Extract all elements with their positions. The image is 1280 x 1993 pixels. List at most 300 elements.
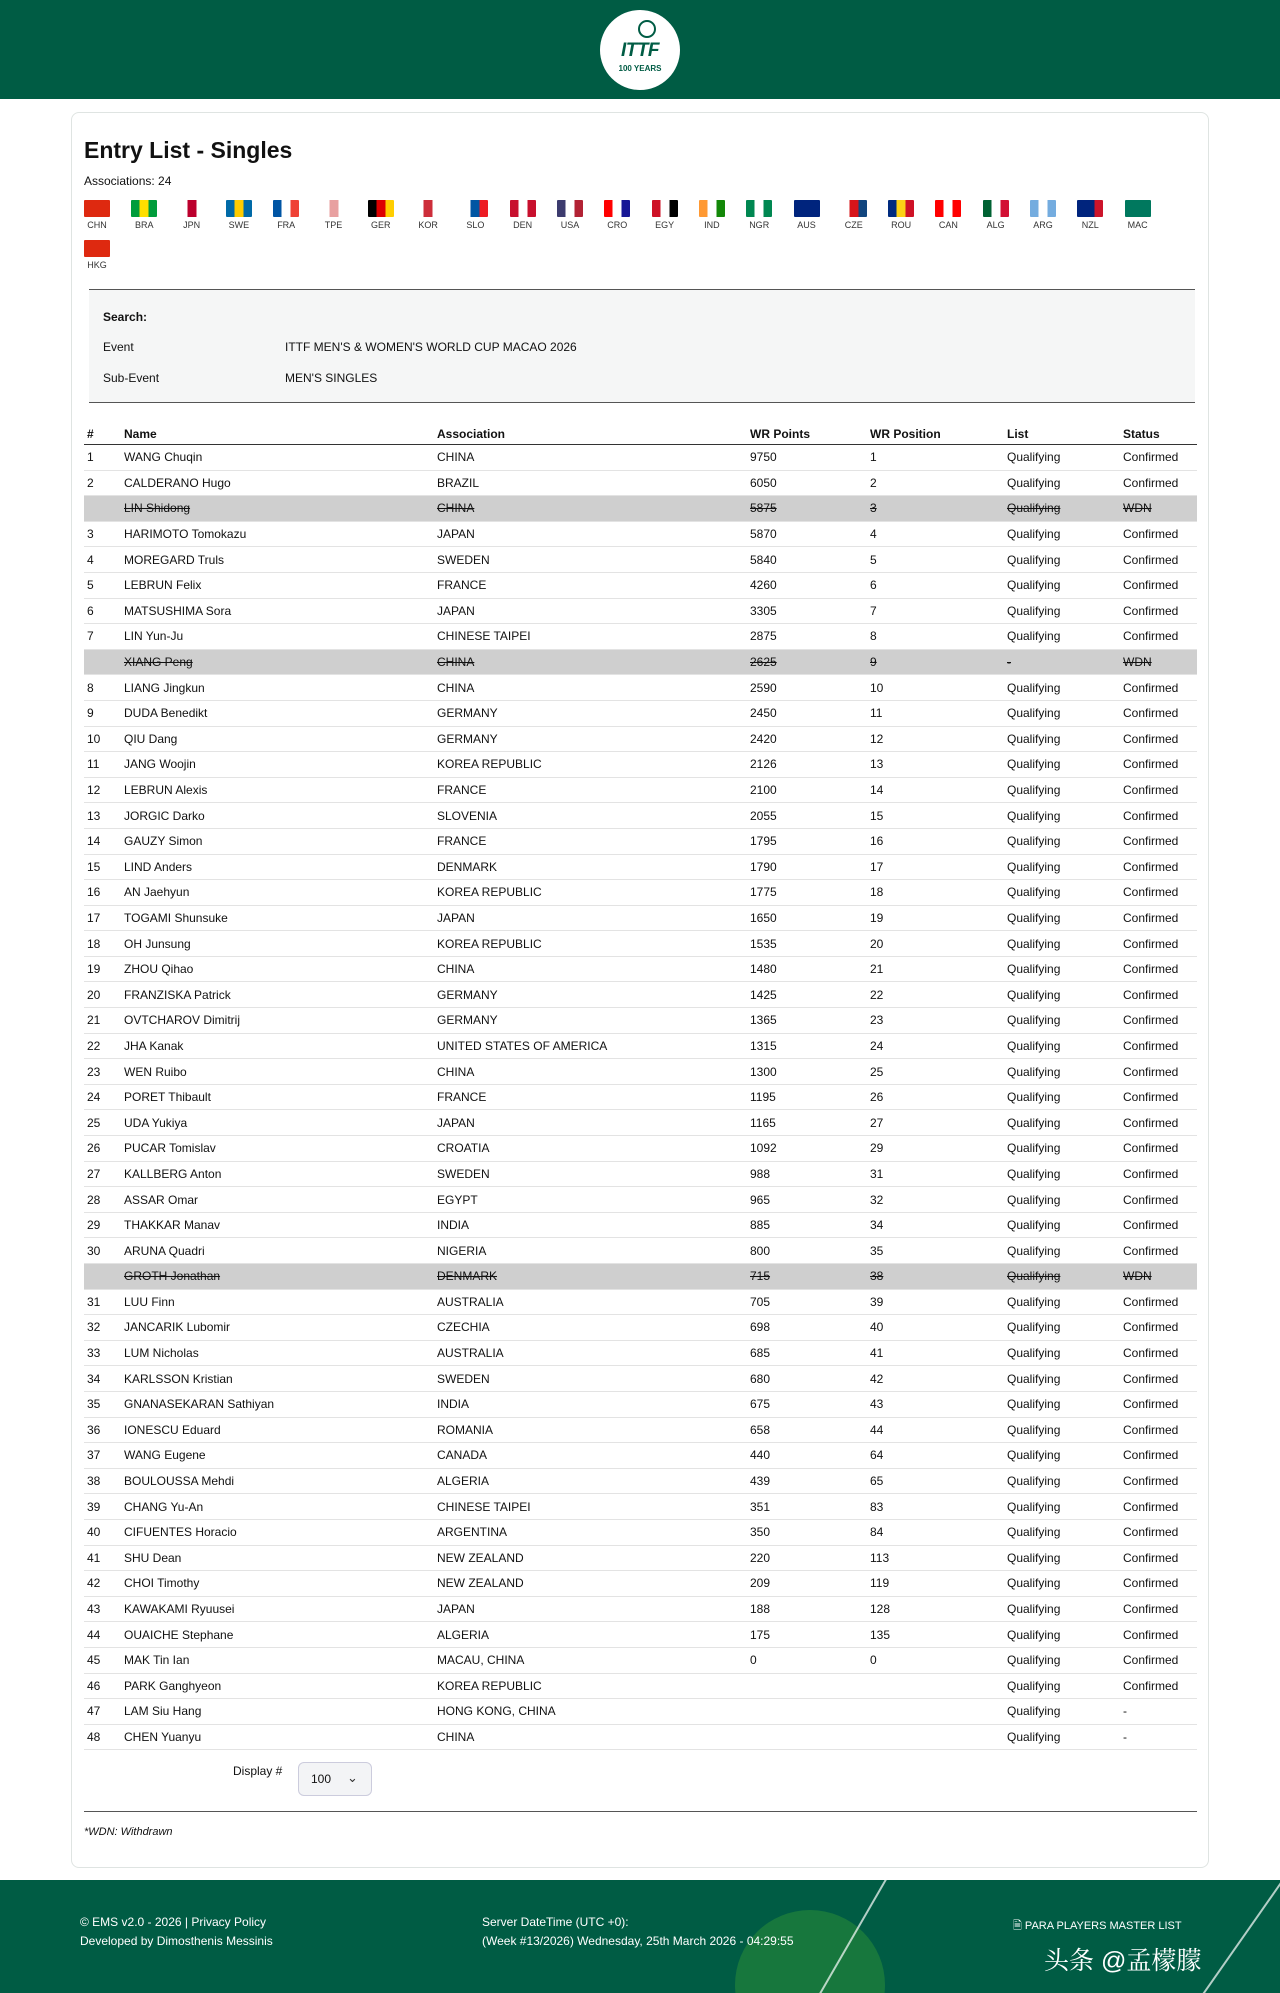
flag-hkg [77, 240, 117, 270]
cell-status: Confirmed [1120, 1110, 1197, 1136]
cell-wr-position: 25 [867, 1059, 1004, 1085]
cell-wr-position: 31 [867, 1161, 1004, 1187]
table-row[interactable] [84, 1315, 1197, 1341]
cell-list: Qualifying [1004, 1033, 1120, 1059]
cell-association: CHINA [434, 956, 747, 982]
table-row[interactable] [84, 572, 1197, 598]
flag-code: NGR [749, 220, 770, 230]
cell-rank: 23 [84, 1059, 121, 1085]
cell-list: Qualifying [1004, 1084, 1120, 1110]
col-name[interactable]: Name [121, 424, 434, 445]
flag-icon [557, 200, 583, 217]
cell-status: Confirmed [1120, 1391, 1197, 1417]
cell-wr-points: 4260 [747, 572, 867, 598]
flag-code: TPE [324, 220, 343, 230]
cell-list: Qualifying [1004, 1699, 1120, 1725]
table-row[interactable] [84, 931, 1197, 957]
cell-list: Qualifying [1004, 1212, 1120, 1238]
table-row[interactable] [84, 1724, 1197, 1750]
cell-wr-position: 65 [867, 1468, 1004, 1494]
cell-player-name: LAM Siu Hang [121, 1699, 434, 1725]
cell-list: Qualifying [1004, 1264, 1120, 1290]
cell-association: ALGERIA [434, 1622, 747, 1648]
entry-list-card [71, 112, 1209, 1868]
table-row[interactable] [84, 1494, 1197, 1520]
racket-icon [638, 20, 656, 38]
flag-code: DEN [513, 220, 533, 230]
table-row[interactable] [84, 1187, 1197, 1213]
cell-list: Qualifying [1004, 1647, 1120, 1673]
cell-wr-position: 38 [867, 1264, 1004, 1290]
logo-subtext: 100 YEARS [618, 64, 662, 73]
cell-wr-position: 0 [867, 1647, 1004, 1673]
table-row[interactable] [84, 1391, 1197, 1417]
flag-icon [179, 200, 205, 217]
flag-code: CAN [938, 220, 958, 230]
cell-status: Confirmed [1120, 1084, 1197, 1110]
cell-rank: 42 [84, 1571, 121, 1597]
cell-wr-points: 2055 [747, 803, 867, 829]
cell-status: Confirmed [1120, 1161, 1197, 1187]
cell-wr-points: 715 [747, 1264, 867, 1290]
cell-association: HONG KONG, CHINA [434, 1699, 747, 1725]
cell-rank: 47 [84, 1699, 121, 1725]
cell-status: Confirmed [1120, 1519, 1197, 1545]
cell-player-name: PORET Thibault [121, 1084, 434, 1110]
cell-list: Qualifying [1004, 1110, 1120, 1136]
cell-player-name: ASSAR Omar [121, 1187, 434, 1213]
flag-swe [219, 200, 259, 230]
cell-player-name: CHOI Timothy [121, 1571, 434, 1597]
table-row[interactable] [84, 752, 1197, 778]
cell-wr-position: 2 [867, 470, 1004, 496]
cell-player-name: GAUZY Simon [121, 828, 434, 854]
cell-wr-position: 9 [867, 649, 1004, 675]
cell-wr-points: 1480 [747, 956, 867, 982]
table-row[interactable] [84, 598, 1197, 624]
table-row[interactable] [84, 1443, 1197, 1469]
cell-list: Qualifying [1004, 1596, 1120, 1622]
table-row[interactable] [84, 1519, 1197, 1545]
cell-status: Confirmed [1120, 547, 1197, 573]
cell-list: Qualifying [1004, 1673, 1120, 1699]
flag-cro [597, 200, 637, 230]
cell-list: Qualifying [1004, 1443, 1120, 1469]
search-panel [89, 289, 1195, 403]
table-row[interactable] [84, 1212, 1197, 1238]
cell-wr-points [747, 1673, 867, 1699]
cell-list: Qualifying [1004, 470, 1120, 496]
flag-code: GER [371, 220, 391, 230]
table-row[interactable] [84, 726, 1197, 752]
cell-wr-position: 29 [867, 1136, 1004, 1162]
cell-wr-points: 0 [747, 1647, 867, 1673]
table-row[interactable] [84, 496, 1197, 522]
cell-list: Qualifying [1004, 624, 1120, 650]
divider [84, 1811, 1197, 1812]
cell-status: Confirmed [1120, 777, 1197, 803]
flag-ind [692, 200, 732, 230]
table-row[interactable] [84, 1008, 1197, 1034]
cell-player-name: FRANZISKA Patrick [121, 982, 434, 1008]
cell-wr-position: 32 [867, 1187, 1004, 1213]
cell-wr-position: 84 [867, 1519, 1004, 1545]
cell-wr-position: 119 [867, 1571, 1004, 1597]
table-row[interactable] [84, 1238, 1197, 1264]
cell-wr-position: 19 [867, 905, 1004, 931]
cell-player-name: GROTH Jonathan [121, 1264, 434, 1290]
ittf-logo[interactable] [600, 10, 680, 90]
cell-rank: 14 [84, 828, 121, 854]
cell-association: JAPAN [434, 598, 747, 624]
table-row[interactable] [84, 1059, 1197, 1085]
cell-rank: 2 [84, 470, 121, 496]
cell-player-name: LUM Nicholas [121, 1340, 434, 1366]
table-row[interactable] [84, 700, 1197, 726]
cell-list: Qualifying [1004, 1622, 1120, 1648]
cell-association: CROATIA [434, 1136, 747, 1162]
cell-rank: 12 [84, 777, 121, 803]
cell-list: Qualifying [1004, 445, 1120, 471]
cell-association: FRANCE [434, 1084, 747, 1110]
cell-wr-position [867, 1673, 1004, 1699]
cell-list: Qualifying [1004, 1136, 1120, 1162]
table-row[interactable] [84, 828, 1197, 854]
cell-wr-points: 1165 [747, 1110, 867, 1136]
col-association[interactable]: Association [434, 424, 747, 445]
cell-status: Confirmed [1120, 982, 1197, 1008]
cell-wr-position: 23 [867, 1008, 1004, 1034]
cell-list: Qualifying [1004, 1340, 1120, 1366]
display-count-select[interactable] [298, 1762, 372, 1796]
flag-code: IND [704, 220, 720, 230]
cell-association: CHINESE TAIPEI [434, 624, 747, 650]
cell-status: Confirmed [1120, 675, 1197, 701]
cell-wr-points: 1650 [747, 905, 867, 931]
cell-association: NEW ZEALAND [434, 1545, 747, 1571]
cell-association: FRANCE [434, 777, 747, 803]
cell-wr-position: 8 [867, 624, 1004, 650]
cell-wr-position: 43 [867, 1391, 1004, 1417]
cell-association: GERMANY [434, 700, 747, 726]
cell-player-name: LIANG Jingkun [121, 675, 434, 701]
cell-rank: 4 [84, 547, 121, 573]
col-wr-position[interactable]: WR Position [867, 424, 1004, 445]
col-wr-points[interactable]: WR Points [747, 424, 867, 445]
flag-fra [266, 200, 306, 230]
cell-status: - [1120, 1724, 1197, 1750]
table-row[interactable] [84, 1699, 1197, 1725]
cell-player-name: CHANG Yu-An [121, 1494, 434, 1520]
table-row[interactable] [84, 1110, 1197, 1136]
cell-list: Qualifying [1004, 828, 1120, 854]
cell-status: Confirmed [1120, 726, 1197, 752]
cell-association: SWEDEN [434, 1366, 747, 1392]
cell-player-name: AN Jaehyun [121, 880, 434, 906]
table-row[interactable] [84, 624, 1197, 650]
cell-wr-position: 22 [867, 982, 1004, 1008]
cell-wr-points [747, 1724, 867, 1750]
table-row[interactable] [84, 1417, 1197, 1443]
cell-association: MACAU, CHINA [434, 1647, 747, 1673]
cell-player-name: XIANG Peng [121, 649, 434, 675]
cell-list: Qualifying [1004, 982, 1120, 1008]
cell-wr-position: 21 [867, 956, 1004, 982]
cell-rank: 6 [84, 598, 121, 624]
flag-code: JPN [183, 220, 201, 230]
cell-status: Confirmed [1120, 1468, 1197, 1494]
cell-rank: 5 [84, 572, 121, 598]
table-row[interactable] [84, 1545, 1197, 1571]
search-heading: Search: [103, 310, 148, 324]
flag-icon [510, 200, 536, 217]
table-row[interactable] [84, 854, 1197, 880]
cell-status: Confirmed [1120, 1289, 1197, 1315]
table-row[interactable] [84, 1571, 1197, 1597]
cell-rank: 46 [84, 1673, 121, 1699]
table-row[interactable] [84, 803, 1197, 829]
table-row[interactable] [84, 1161, 1197, 1187]
cell-status: Confirmed [1120, 1187, 1197, 1213]
cell-rank: 1 [84, 445, 121, 471]
cell-association: DENMARK [434, 854, 747, 880]
cell-player-name: UDA Yukiya [121, 1110, 434, 1136]
cell-association: AUSTRALIA [434, 1289, 747, 1315]
flag-jpn [172, 200, 212, 230]
cell-wr-points: 350 [747, 1519, 867, 1545]
cell-rank: 11 [84, 752, 121, 778]
cell-association: CHINA [434, 675, 747, 701]
flag-code: NZL [1081, 220, 1099, 230]
cell-list: Qualifying [1004, 1008, 1120, 1034]
cell-rank: 45 [84, 1647, 121, 1673]
cell-status: Confirmed [1120, 521, 1197, 547]
cell-player-name: LUU Finn [121, 1289, 434, 1315]
cell-list: Qualifying [1004, 496, 1120, 522]
flag-icon [652, 200, 678, 217]
table-row[interactable] [84, 1033, 1197, 1059]
cell-association: JAPAN [434, 521, 747, 547]
cell-wr-position: 40 [867, 1315, 1004, 1341]
cell-rank: 44 [84, 1622, 121, 1648]
cell-status: Confirmed [1120, 1366, 1197, 1392]
flag-code: CRO [607, 220, 628, 230]
cell-wr-points: 1365 [747, 1008, 867, 1034]
cell-list: Qualifying [1004, 1238, 1120, 1264]
table-row[interactable] [84, 547, 1197, 573]
cell-wr-position: 64 [867, 1443, 1004, 1469]
cell-status: Confirmed [1120, 880, 1197, 906]
cell-wr-position: 16 [867, 828, 1004, 854]
server-label: Server DateTime (UTC +0): [482, 1915, 629, 1929]
table-row[interactable] [84, 1468, 1197, 1494]
cell-status: Confirmed [1120, 470, 1197, 496]
cell-rank: 39 [84, 1494, 121, 1520]
flag-icon [226, 200, 252, 217]
cell-list: Qualifying [1004, 1571, 1120, 1597]
cell-wr-points: 220 [747, 1545, 867, 1571]
table-row[interactable] [84, 1340, 1197, 1366]
cell-association: CHINA [434, 1724, 747, 1750]
flag-icon [462, 200, 488, 217]
para-players-label: PARA PLAYERS MASTER LIST [1024, 1920, 1182, 1932]
decor-line [1194, 1880, 1280, 1993]
cell-list: Qualifying [1004, 854, 1120, 880]
cell-status: WDN [1120, 649, 1197, 675]
cell-association: GERMANY [434, 726, 747, 752]
cell-player-name: LIN Yun-Ju [121, 624, 434, 650]
cell-status: Confirmed [1120, 1673, 1197, 1699]
table-row[interactable] [84, 470, 1197, 496]
cell-player-name: WANG Eugene [121, 1443, 434, 1469]
cell-player-name: OH Junsung [121, 931, 434, 957]
cell-player-name: LEBRUN Alexis [121, 777, 434, 803]
flag-can [928, 200, 968, 230]
cell-wr-position: 4 [867, 521, 1004, 547]
cell-rank: 17 [84, 905, 121, 931]
cell-status: Confirmed [1120, 956, 1197, 982]
cell-wr-points: 9750 [747, 445, 867, 471]
cell-wr-points: 1425 [747, 982, 867, 1008]
cell-player-name: ARUNA Quadri [121, 1238, 434, 1264]
cell-list: Qualifying [1004, 726, 1120, 752]
cell-rank: 29 [84, 1212, 121, 1238]
flag-egy [645, 200, 685, 230]
entry-table [84, 424, 1197, 1750]
server-value: (Week #13/2026) Wednesday, 25th March 2026 - 04:29:55 [482, 1934, 794, 1948]
cell-rank [84, 1264, 121, 1290]
table-row[interactable] [84, 1366, 1197, 1392]
table-row[interactable] [84, 1264, 1197, 1290]
cell-status: Confirmed [1120, 1008, 1197, 1034]
flag-icon [746, 200, 772, 217]
cell-list: Qualifying [1004, 572, 1120, 598]
cell-status: Confirmed [1120, 803, 1197, 829]
table-row[interactable] [84, 1289, 1197, 1315]
cell-wr-points: 885 [747, 1212, 867, 1238]
table-row[interactable] [84, 649, 1197, 675]
cell-wr-position: 34 [867, 1212, 1004, 1238]
flag-arg [1023, 200, 1063, 230]
cell-player-name: TOGAMI Shunsuke [121, 905, 434, 931]
cell-association: AUSTRALIA [434, 1340, 747, 1366]
table-row[interactable] [84, 445, 1197, 471]
cell-wr-position: 11 [867, 700, 1004, 726]
cell-wr-position: 12 [867, 726, 1004, 752]
flag-slo [455, 200, 495, 230]
cell-association: SWEDEN [434, 547, 747, 573]
flag-code: CHN [87, 220, 107, 230]
col-number[interactable]: # [84, 424, 121, 445]
chevron-down-icon: ⌄ [347, 1770, 358, 1785]
table-row[interactable] [84, 905, 1197, 931]
cell-list: Qualifying [1004, 931, 1120, 957]
cell-status: Confirmed [1120, 1033, 1197, 1059]
table-row[interactable] [84, 1622, 1197, 1648]
cell-wr-points: 1775 [747, 880, 867, 906]
cell-association: ROMANIA [434, 1417, 747, 1443]
flag-code: EGY [655, 220, 675, 230]
cell-wr-position: 39 [867, 1289, 1004, 1315]
cell-rank: 24 [84, 1084, 121, 1110]
cell-association: GERMANY [434, 1008, 747, 1034]
cell-status: Confirmed [1120, 1212, 1197, 1238]
cell-wr-points: 1790 [747, 854, 867, 880]
table-row[interactable] [84, 1084, 1197, 1110]
event-label: Event [103, 340, 134, 354]
cell-status: Confirmed [1120, 445, 1197, 471]
copyright-link[interactable]: © EMS v2.0 - 2026 | Privacy Policy [80, 1915, 267, 1929]
cell-rank: 36 [84, 1417, 121, 1443]
cell-status: Confirmed [1120, 752, 1197, 778]
cell-list: Qualifying [1004, 1187, 1120, 1213]
table-row[interactable] [84, 1673, 1197, 1699]
cell-player-name: KALLBERG Anton [121, 1161, 434, 1187]
flag-tpe [314, 200, 354, 230]
col-list[interactable]: List [1004, 424, 1120, 445]
flag-code: CZE [844, 220, 863, 230]
table-row[interactable] [84, 880, 1197, 906]
cell-list: Qualifying [1004, 1417, 1120, 1443]
cell-status: Confirmed [1120, 1622, 1197, 1648]
table-row[interactable] [84, 1647, 1197, 1673]
table-row[interactable] [84, 675, 1197, 701]
cell-wr-position [867, 1699, 1004, 1725]
flag-code: AUS [797, 220, 816, 230]
table-row[interactable] [84, 1596, 1197, 1622]
table-row[interactable] [84, 956, 1197, 982]
flag-icon [935, 200, 961, 217]
cell-player-name: JANCARIK Lubomir [121, 1315, 434, 1341]
cell-wr-position: 113 [867, 1545, 1004, 1571]
table-header-row [84, 424, 1197, 445]
server-datetime [482, 1913, 794, 1951]
flag-code: ROU [891, 220, 912, 230]
cell-wr-points: 675 [747, 1391, 867, 1417]
para-players-link[interactable] [1013, 1917, 1182, 1936]
cell-wr-position: 26 [867, 1084, 1004, 1110]
cell-list: Qualifying [1004, 521, 1120, 547]
cell-status: Confirmed [1120, 1136, 1197, 1162]
cell-status: Confirmed [1120, 1571, 1197, 1597]
cell-player-name: IONESCU Eduard [121, 1417, 434, 1443]
flag-code: MAC [1127, 220, 1148, 230]
cell-association: CHINA [434, 496, 747, 522]
table-row[interactable] [84, 777, 1197, 803]
cell-player-name: DUDA Benedikt [121, 700, 434, 726]
cell-status: Confirmed [1120, 854, 1197, 880]
table-row[interactable] [84, 521, 1197, 547]
flag-code: BRA [135, 220, 154, 230]
table-row[interactable] [84, 1136, 1197, 1162]
cell-wr-position: 14 [867, 777, 1004, 803]
cell-list: Qualifying [1004, 905, 1120, 931]
cell-wr-points: 2875 [747, 624, 867, 650]
flag-icon [888, 200, 914, 217]
cell-rank: 10 [84, 726, 121, 752]
cell-status: Confirmed [1120, 828, 1197, 854]
cell-wr-points: 5870 [747, 521, 867, 547]
cell-association: SLOVENIA [434, 803, 747, 829]
cell-list: Qualifying [1004, 752, 1120, 778]
cell-status: Confirmed [1120, 598, 1197, 624]
cell-wr-position: 15 [867, 803, 1004, 829]
col-status[interactable]: Status [1120, 424, 1197, 445]
flag-icon [84, 200, 110, 217]
cell-list: Qualifying [1004, 1366, 1120, 1392]
flag-rou [881, 200, 921, 230]
table-row[interactable] [84, 982, 1197, 1008]
